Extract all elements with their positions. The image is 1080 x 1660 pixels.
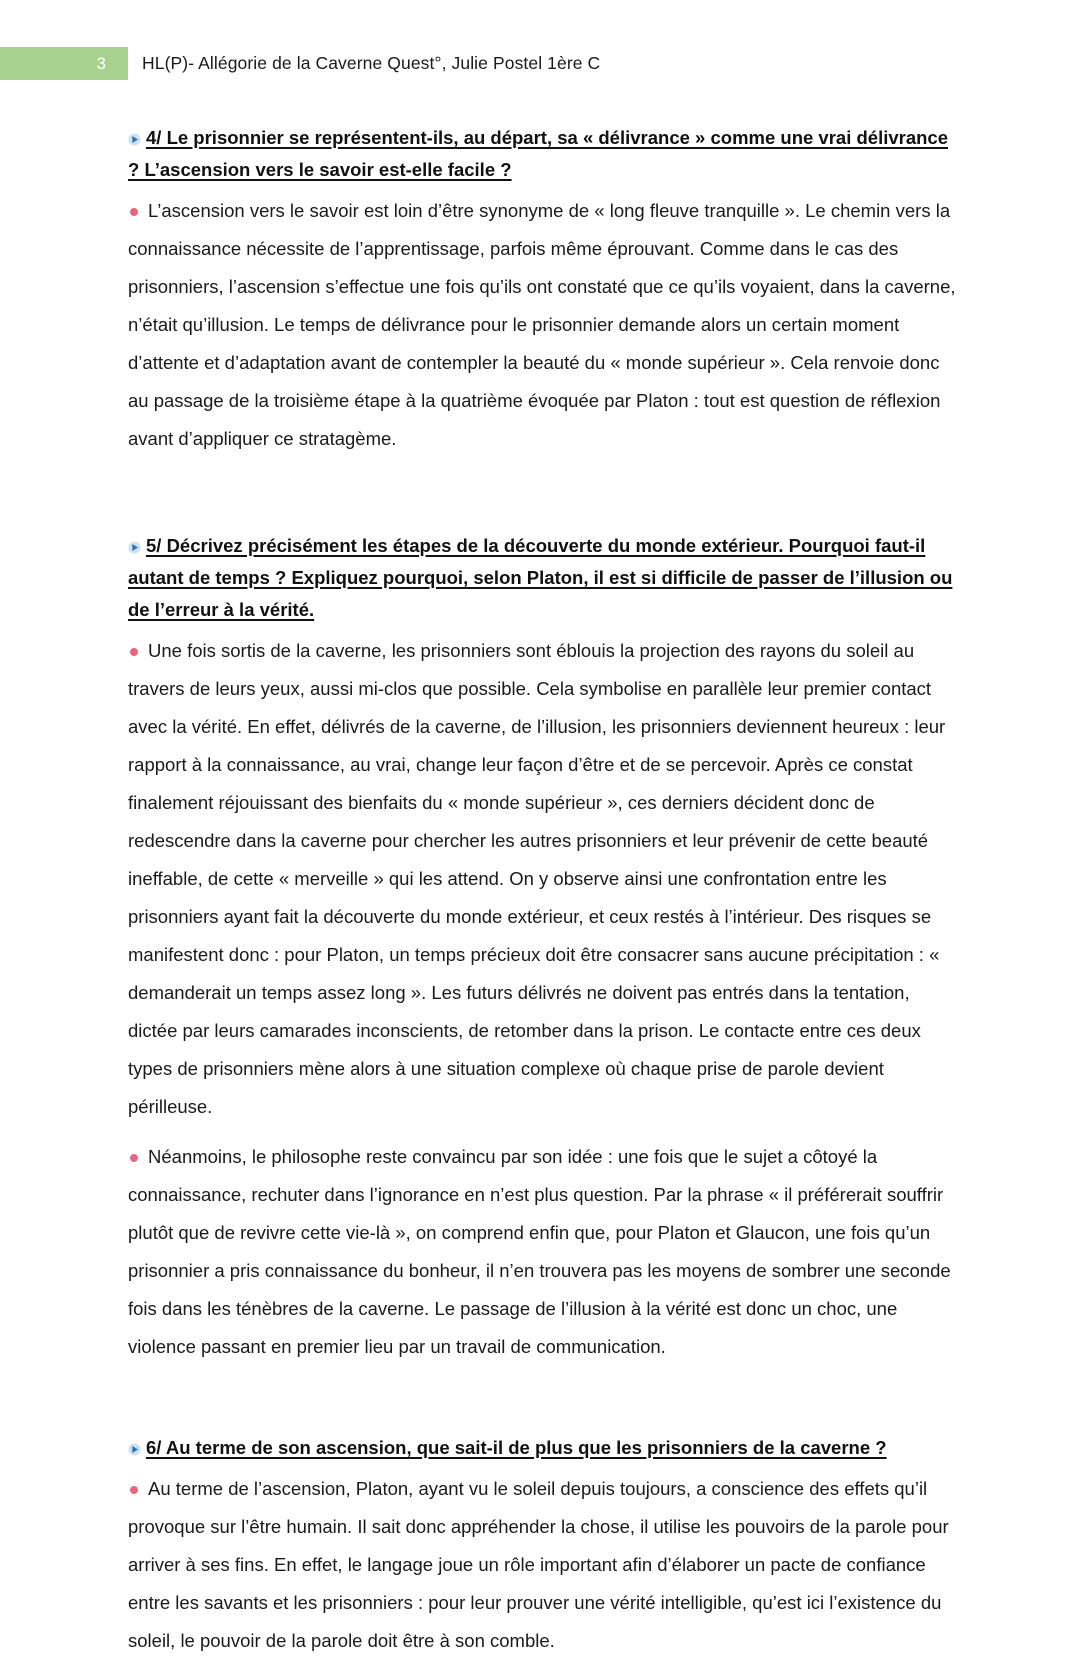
answer-paragraph-4-1 xyxy=(128,192,964,458)
header-title: HL(P)- Allégorie de la Caverne Quest°, Julie Postel 1ère C xyxy=(142,53,601,73)
answer-paragraph-5-2-text: Néanmoins, le philosophe reste convaincu par son idée : une fois que le sujet a côtoyé la connaissance, rechuter dans l’ignorance en n’est plus question. Par la phrase « il préférerait souffrir plutôt que de revivre cette vie-là », on comprend enfin que, pour Platon et Glaucon, une fois qu’un prisonnier a pris connaissance du bonheur, il n’en trouvera pas les moyens de sombrer une seconde fois dans les ténèbres de la caverne. Le passage de l’illusion à la vérité est donc un choc, une violence passant en premier lieu par un travail de communication. xyxy=(128,1146,951,1357)
document-content xyxy=(128,122,964,1660)
question-heading-5-text: 5/ Décrivez précisément les étapes de la découverte du monde extérieur. Pourquoi faut-il autant de temps ? Expliquez pourquoi, selon Platon, il est si difficile de passer de l’illusion ou de l’erreur à la vérité. xyxy=(128,535,953,620)
dot-bullet-icon xyxy=(130,1154,138,1162)
dot-bullet-icon xyxy=(130,648,138,656)
question-heading-6-text: 6/ Au terme de son ascension, que sait-il de plus que les prisonniers de la caverne ? xyxy=(146,1437,887,1458)
answer-paragraph-6-1-text: Au terme de l’ascension, Platon, ayant vu le soleil depuis toujours, a conscience des effets qu’il provoque sur l’être humain. Il sait donc appréhender la chose, il utilise les pouvoirs de la parole pour arriver à ses fins. En effet, le langage joue un rôle important afin d’élaborer un pacte de confiance entre les savants et les prisonniers : pour leur prouver une vérité intelligible, qu’est ici l’existence du soleil, le pouvoir de la parole doit être à son comble. xyxy=(128,1478,949,1651)
dot-bullet-icon xyxy=(130,208,138,216)
answer-paragraph-5-1 xyxy=(128,632,964,1126)
answer-paragraph-5-2 xyxy=(128,1138,964,1366)
page-number: 3 xyxy=(96,54,106,73)
page-header xyxy=(0,47,1080,80)
triangle-right-icon xyxy=(128,541,141,554)
triangle-right-icon xyxy=(128,1443,141,1456)
question-heading-5 xyxy=(128,530,964,626)
page-number-box xyxy=(0,47,128,80)
question-heading-4-text: 4/ Le prisonnier se représentent-ils, au départ, sa « délivrance » comme une vrai délivrance ? L’ascension vers le savoir est-elle facile ? xyxy=(128,127,949,180)
question-heading-6 xyxy=(128,1432,964,1464)
answer-paragraph-6-1 xyxy=(128,1470,964,1660)
triangle-right-icon xyxy=(128,133,141,146)
dot-bullet-icon xyxy=(130,1486,138,1494)
question-heading-4 xyxy=(128,122,964,186)
answer-paragraph-5-1-text: Une fois sortis de la caverne, les prisonniers sont éblouis la projection des rayons du soleil au travers de leurs yeux, aussi mi-clos que possible. Cela symbolise en parallèle leur premier contact avec la vérité. En effet, délivrés de la caverne, de l’illusion, les prisonniers deviennent heureux : leur rapport à la connaissance, au vrai, change leur façon d’être et de se percevoir. Après ce constat finalement réjouissant des bienfaits du « monde supérieur », ces derniers décident donc de redescendre dans la caverne pour chercher les autres prisonniers et leur prévenir de cette beauté ineffable, de cette « merveille » qui les attend. On y observe ainsi une confrontation entre les prisonniers ayant fait la découverte du monde extérieur, et ceux restés à l’intérieur. Des risques se manifestent donc : pour Platon, un temps précieux doit être consacrer sans aucune précipitation : « demanderait un temps assez long ». Les futurs délivrés ne doivent pas entrés dans la tentation, dictée par leurs camarades inconscients, de retomber dans la prison. Le contacte entre ces deux types de prisonniers mène alors à une situation complexe où chaque prise de parole devient périlleuse. xyxy=(128,640,946,1117)
answer-paragraph-4-1-text: L’ascension vers le savoir est loin d’être synonyme de « long fleuve tranquille ». Le chemin vers la connaissance nécessite de l’apprentissage, parfois même éprouvant. Comme dans le cas des prisonniers, l’ascension s’effectue une fois qu’ils ont constaté que ce qu’ils voyaient, dans la caverne, n’était qu’illusion. Le temps de délivrance pour le prisonnier demande alors un certain moment d’attente et d’adaptation avant de contempler la beauté du « monde supérieur ». Cela renvoie donc au passage de la troisième étape à la quatrième évoquée par Platon : tout est question de réflexion avant d’appliquer ce stratagème. xyxy=(128,200,956,449)
